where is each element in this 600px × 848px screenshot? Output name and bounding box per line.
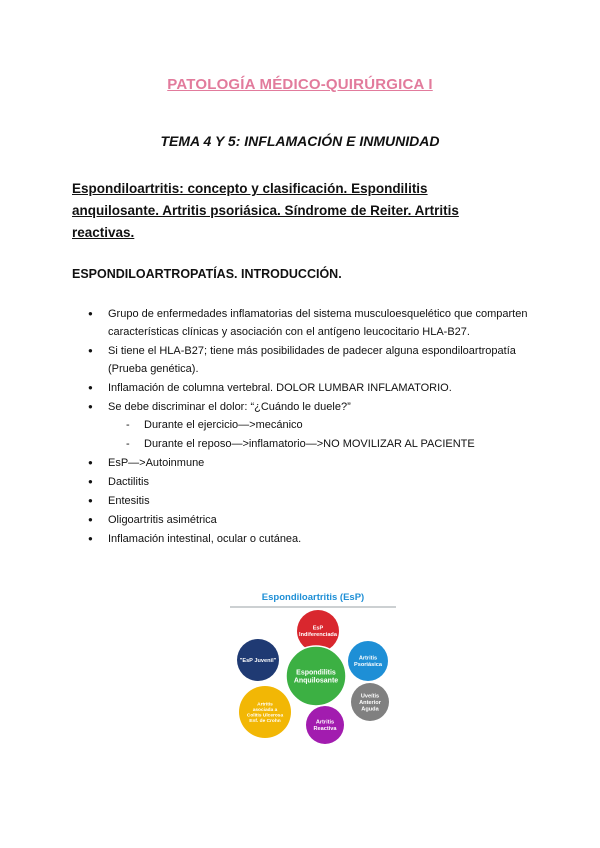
diagram-title: Espondiloartritis (EsP) <box>261 592 365 603</box>
sub-bullet-item: - Durante el reposo—>inflamatorio—>NO MOVILIZAR AL PACIENTE <box>124 435 528 453</box>
diagram-node-label: Artritis Psoriásica <box>354 655 382 669</box>
diagram-node-label: Artritis Reactiva <box>313 719 337 733</box>
diagram-node-label: Uveítis Anterior Aguda <box>359 693 381 713</box>
bullet-item: ● Si tiene el HLA-B27; tiene más posibilidades de padecer alguna espondiloartropatía (Prueba genética). <box>88 342 528 378</box>
bullet-item: ● Entesitis <box>88 492 528 510</box>
sub-bullet-list <box>108 416 528 453</box>
espondiloartritis-diagram <box>228 586 398 746</box>
topic-title: TEMA 4 Y 5: INFLAMACIÓN E INMUNIDAD <box>160 133 440 149</box>
diagram-node-label: "EsP Juvenil" <box>239 657 277 664</box>
bullet-item: ● Inflamación intestinal, ocular o cutánea. <box>88 530 528 548</box>
bullet-item: ● Inflamación de columna vertebral. DOLOR LUMBAR INFLAMATORIO. <box>88 379 528 397</box>
subsection-title: ESPONDILOARTROPATÍAS. INTRODUCCIÓN. <box>72 267 342 281</box>
bullet-item: ● Oligoartritis asimétrica <box>88 511 528 529</box>
diagram-node-label: EsP Indiferenciada <box>299 625 337 639</box>
diagram-node-label: Artritis asociada a Colitis Ulcerosa Enf. de Crohn <box>246 702 284 724</box>
bullet-list <box>88 305 528 549</box>
bullet-item: ● Dactilitis <box>88 473 528 491</box>
course-title: PATOLOGÍA MÉDICO-QUIRÚRGICA I <box>167 76 433 93</box>
section-heading: Espondiloartritis: concepto y clasificación. Espondilitis anquilosante. Artritis psoriásica. Síndrome de Reiter. Artritis reactivas. <box>72 181 459 240</box>
bullet-text: Se debe discriminar el dolor: “¿Cuándo le duele?” <box>108 401 351 413</box>
diagram-center-label: Espondilitis Anquilosante <box>293 669 339 685</box>
sub-bullet-item: - Durante el ejercicio—>mecánico <box>124 416 528 434</box>
bullet-item: ● Grupo de enfermedades inflamatorias del sistema musculoesquelético que comparten características clínicas y asociación con el antígeno leucocitario HLA-B27. <box>88 305 528 341</box>
bullet-item <box>88 398 528 453</box>
bullet-item: ● EsP—>Autoinmune <box>88 454 528 472</box>
